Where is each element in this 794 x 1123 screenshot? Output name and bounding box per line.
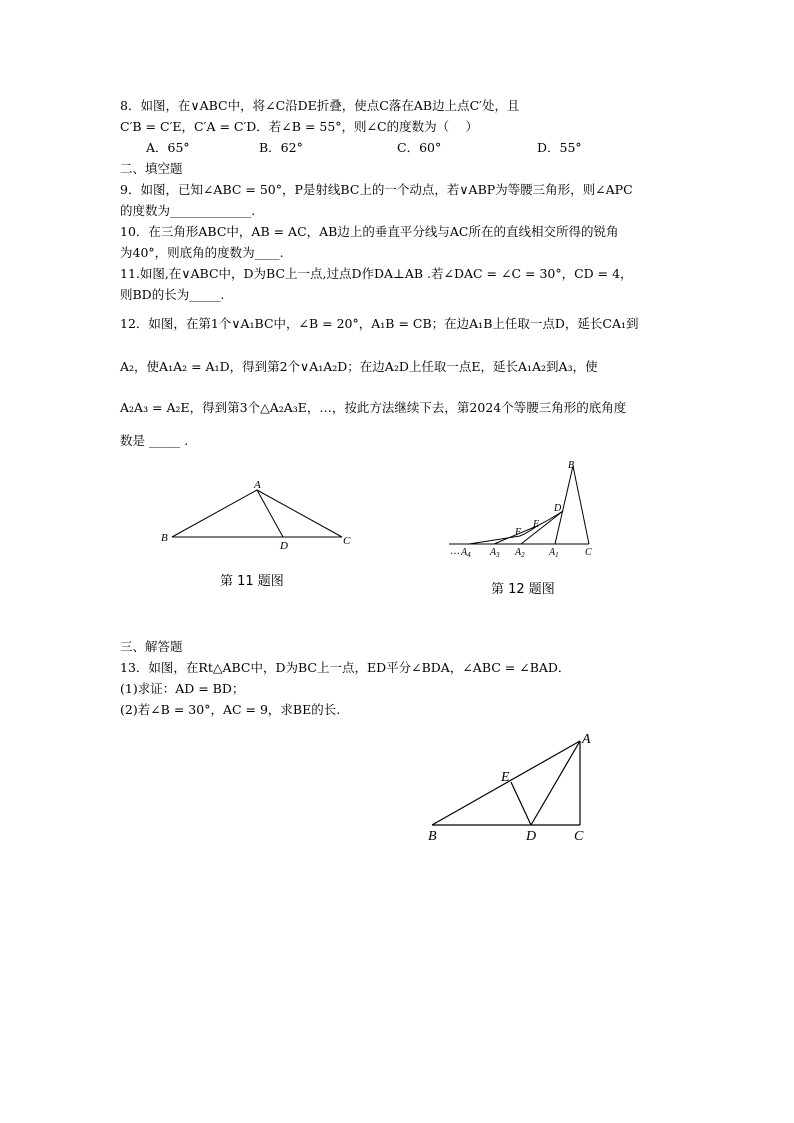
label-a2: $A_2$ (515, 547, 525, 559)
q8-line-1: 8．如图，在∨ABC中，将∠C沿DE折叠，使点C落在AB边上点C′处，且 (120, 98, 520, 113)
q9-line-2: 的度数为_____________. (120, 203, 256, 218)
label-a: A (254, 479, 261, 491)
segment-ad (531, 741, 580, 825)
label-a3: $A_3$ (490, 547, 500, 559)
figure-12-caption: 第 12 题图 (491, 582, 555, 597)
q11-line-2: 则BD的长为_____. (120, 287, 225, 302)
segment-ed (511, 782, 531, 825)
q11-line-1: 11.如图,在∨ABC中，D为BC上一点,过点D作DA⊥AB .若∠DAC = ∠C = 30°，CD = 4， (120, 266, 633, 281)
label-c: C (343, 535, 351, 547)
label-b: B (568, 460, 575, 471)
label-e: E (533, 519, 540, 530)
q8-line-2: C′B = C′E，C′A = C′D．若∠B = 55°，则∠C的度数为（ ） (120, 119, 479, 134)
segment-fa4 (469, 536, 520, 544)
q8-option-c: C．60° (397, 140, 442, 155)
figure-11-caption: 第 11 题图 (220, 574, 284, 589)
q13-line-1: 13．如图，在Rt△ABC中，D为BC上一点，ED平分∠BDA，∠ABC = ∠BAD． (120, 660, 571, 675)
label-f: F (515, 527, 522, 538)
label-e: E (501, 770, 510, 785)
segment-da2 (521, 511, 563, 544)
label-d: D (526, 829, 537, 844)
figure-12 (445, 456, 615, 566)
label-a: A (582, 732, 591, 747)
label-a1: $A_1$ (549, 547, 559, 559)
q8-option-d: D．55° (537, 140, 582, 155)
label-b: B (428, 829, 437, 844)
label-d: D (554, 503, 562, 514)
label-d: D (280, 540, 288, 552)
q10-line-2: 为40°，则底角的度数为____. (120, 245, 284, 260)
segment-ab (172, 490, 257, 537)
label-dots: … (450, 546, 460, 557)
figure-11 (150, 478, 360, 558)
section-3-heading: 三、解答题 (120, 639, 183, 654)
section-2-heading: 二、填空题 (120, 161, 183, 176)
label-a4: $A_4$ (461, 547, 471, 559)
figure-13 (420, 725, 610, 850)
q12-line-4: 数是 _____ . (120, 433, 189, 448)
label-b: B (161, 532, 168, 544)
q13-line-3: (2)若∠B = 30°，AC = 9，求BE的长. (120, 702, 341, 717)
q8-option-a: A．65° (146, 140, 190, 155)
label-c: C (574, 829, 584, 844)
q13-line-2: (1)求证：AD = BD； (120, 681, 245, 696)
q8-option-b: B．62° (259, 140, 303, 155)
label-c: C (585, 547, 592, 558)
q9-line-1: 9．如图，已知∠ABC = 50°，P是射线BC上的一个动点，若∨ABP为等腰三角形，则∠APC (120, 182, 633, 197)
q10-line-1: 10．在三角形ABC中，AB = AC，AB边上的垂直平分线与AC所在的直线相交所得的锐角 (120, 224, 619, 239)
segment-bc (573, 466, 589, 544)
q12-line-2: A₂，使A₁A₂ = A₁D，得到第2个∨A₁A₂D；在边A₂D上任取一点E，延长A₁A₂到A₃，使 (120, 359, 598, 374)
q12-line-3: A₂A₃ = A₂E，得到第3个△A₂A₃E，…，按此方法继续下去，第2024个等腰三角形的底角度 (120, 400, 627, 415)
q12-line-1: 12．如图，在第1个∨A₁BC中，∠B = 20°，A₁B = CB；在边A₁B上任取一点D，延长CA₁到 (120, 316, 639, 331)
